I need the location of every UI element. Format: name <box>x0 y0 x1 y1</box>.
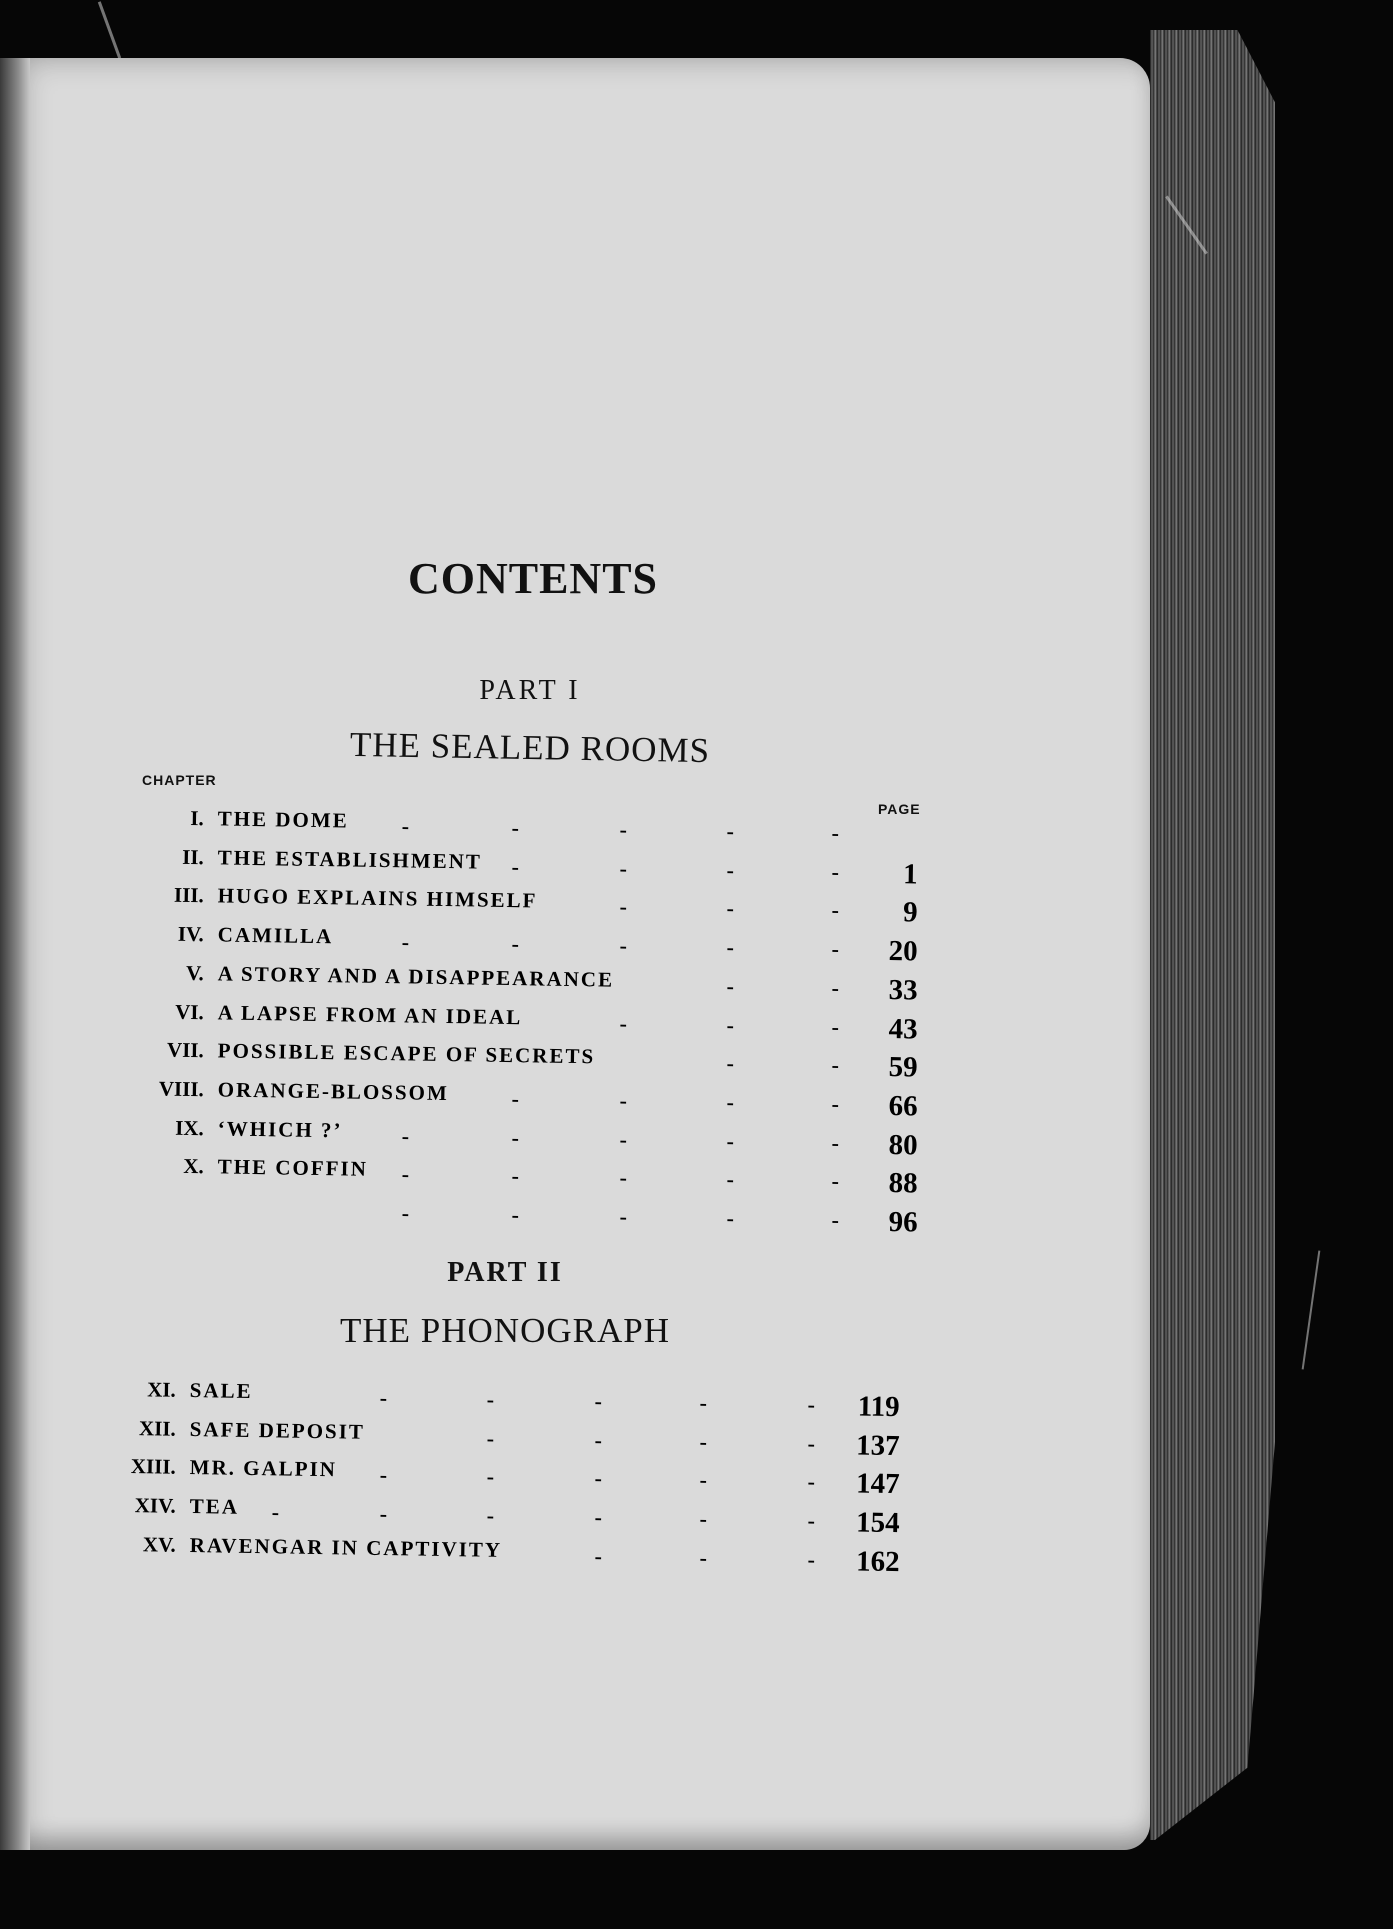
leader-dash: - <box>831 936 840 962</box>
page-number <box>848 818 918 819</box>
leader-dash: - <box>831 1129 840 1155</box>
leader-dash: - <box>511 1124 520 1150</box>
page-column-label: PAGE <box>878 801 921 817</box>
page-number: 154 <box>855 1506 900 1540</box>
leader-dash: - <box>807 1546 816 1572</box>
leader-dash: - <box>619 894 628 920</box>
leader-dash: - <box>401 1161 410 1187</box>
leader-dash: - <box>379 1501 388 1527</box>
leader-dash: - <box>619 932 628 958</box>
chapter-title: A LAPSE FROM AN IDEAL <box>217 999 523 1029</box>
leader-dash: - <box>511 815 520 841</box>
leader-dash: - <box>726 1205 735 1231</box>
page-number: 162 <box>855 1545 900 1578</box>
leader-dash: - <box>831 1013 840 1039</box>
leader-dash: - <box>401 1200 410 1226</box>
chapter-title: TEA <box>189 1494 240 1519</box>
leader-dash: - <box>726 1128 735 1154</box>
leader-dash: - <box>726 818 735 844</box>
part-one-label: PART I <box>479 675 581 706</box>
leader-dash: - <box>726 1089 735 1115</box>
chapter-number: XIII. <box>130 1454 176 1480</box>
chapter-title: THE DOME <box>217 806 349 833</box>
chapter-number: X. <box>183 1154 204 1179</box>
leader-dash: - <box>511 853 520 879</box>
page-number: 43 <box>888 1012 918 1045</box>
leader-dash: - <box>511 1085 520 1112</box>
chapter-title: ‘WHICH ?’ <box>217 1116 343 1142</box>
chapter-number: VII. <box>166 1037 204 1063</box>
leader-dash: - <box>379 1462 388 1488</box>
leader-dash: - <box>486 1502 495 1528</box>
leader-dash: - <box>699 1544 708 1570</box>
page-edges <box>1150 30 1275 1840</box>
page-number: 9 <box>902 896 918 929</box>
page-number: 88 <box>888 1167 918 1200</box>
leader-dash: - <box>619 816 628 842</box>
scan-scratch <box>1302 1250 1321 1369</box>
leader-dash: - <box>486 1464 495 1490</box>
leader-dash: - <box>401 1122 410 1149</box>
page-number: 80 <box>888 1128 918 1162</box>
page-number: 147 <box>855 1467 900 1501</box>
leader-dash: - <box>831 1168 840 1194</box>
chapter-number: VI. <box>175 999 204 1024</box>
chapter-title: SAFE DEPOSIT <box>189 1416 366 1444</box>
leader-dash: - <box>511 931 520 957</box>
chapter-title: THE COFFIN <box>217 1154 369 1182</box>
leader-dash: - <box>271 1499 280 1525</box>
chapter-number: IV. <box>177 921 204 947</box>
leader-dash: - <box>594 1504 603 1530</box>
chapter-number: XI. <box>147 1377 176 1402</box>
leader-dash: - <box>401 929 410 955</box>
leader-dash: - <box>594 1465 603 1491</box>
leader-dash: - <box>831 1207 840 1233</box>
leader-dash: - <box>726 934 735 960</box>
leader-dash: - <box>486 1425 495 1451</box>
chapter-title: HUGO EXPLAINS HIMSELF <box>217 883 538 913</box>
page-number: 20 <box>888 935 918 968</box>
leader-dash: - <box>831 974 840 1000</box>
page-number: 59 <box>888 1051 918 1084</box>
chapter-number: XII. <box>138 1415 176 1441</box>
leader-dash: - <box>699 1428 708 1454</box>
leader-dash: - <box>807 1469 816 1495</box>
chapter-number: XIV. <box>134 1493 176 1518</box>
page-number: 33 <box>888 973 918 1007</box>
page-number: 96 <box>888 1205 918 1239</box>
page-number: 1 <box>902 857 918 891</box>
leader-dash: - <box>807 1430 816 1456</box>
chapter-title: A STORY AND A DISAPPEARANCE <box>217 961 615 992</box>
page-number: 137 <box>855 1429 900 1462</box>
leader-dash: - <box>619 1126 628 1152</box>
leader-dash: - <box>379 1384 388 1411</box>
part-two-title: THE PHONOGRAPH <box>340 1311 670 1350</box>
leader-dash: - <box>619 1087 628 1113</box>
scan-scratch <box>98 1 121 58</box>
leader-dash: - <box>831 858 840 884</box>
chapter-title: CAMILLA <box>217 922 334 949</box>
chapter-title: SALE <box>189 1377 253 1403</box>
contents-heading: CONTENTS <box>407 554 659 603</box>
part-two-label: PART II <box>447 1257 563 1288</box>
leader-dash: - <box>594 1388 603 1414</box>
leader-dash: - <box>594 1427 603 1453</box>
leader-dash: - <box>726 1011 735 1038</box>
chapter-title: POSSIBLE ESCAPE OF SECRETS <box>217 1038 596 1069</box>
leader-dash: - <box>619 1010 628 1036</box>
leader-dash: - <box>401 813 410 839</box>
leader-dash: - <box>619 855 628 881</box>
leader-dash: - <box>807 1391 816 1417</box>
leader-dash: - <box>699 1389 708 1416</box>
leader-dash: - <box>486 1386 495 1412</box>
leader-dash: - <box>511 1163 520 1189</box>
leader-dash: - <box>699 1506 708 1532</box>
leader-dash: - <box>726 857 735 883</box>
leader-dash: - <box>619 1165 628 1191</box>
leader-dash: - <box>594 1543 603 1569</box>
chapter-title: RAVENGAR IN CAPTIVITY <box>189 1532 503 1562</box>
chapter-number: XV. <box>142 1532 176 1557</box>
chapter-number: II. <box>181 844 204 869</box>
leader-dash: - <box>619 1203 628 1229</box>
page-number: 119 <box>857 1390 900 1424</box>
chapter-title: THE ESTABLISHMENT <box>217 845 483 874</box>
chapter-number: III. <box>173 883 204 908</box>
chapter-number: I. <box>190 805 204 831</box>
leader-dash: - <box>831 1052 840 1078</box>
leader-dash: - <box>699 1467 708 1493</box>
chapter-number: VIII. <box>158 1076 204 1102</box>
chapter-title: MR. GALPIN <box>189 1455 338 1482</box>
chapter-number: IX. <box>175 1115 204 1140</box>
leader-dash: - <box>726 1050 735 1076</box>
leader-dash: - <box>511 1202 520 1228</box>
leader-dash: - <box>831 1090 840 1117</box>
chapter-number <box>114 1192 204 1193</box>
chapter-number: V. <box>185 960 204 985</box>
leader-dash: - <box>831 820 840 846</box>
leader-dash: - <box>726 973 735 999</box>
page-number: 66 <box>888 1089 918 1123</box>
chapter-title: ORANGE-BLOSSOM <box>217 1077 449 1105</box>
chapter-column-label: CHAPTER <box>142 772 217 788</box>
leader-dash: - <box>726 1166 735 1192</box>
part-one-title: THE SEALED ROOMS <box>349 724 711 771</box>
leader-dash: - <box>726 895 735 921</box>
leader-dash: - <box>831 897 840 923</box>
leader-dash: - <box>807 1507 816 1533</box>
